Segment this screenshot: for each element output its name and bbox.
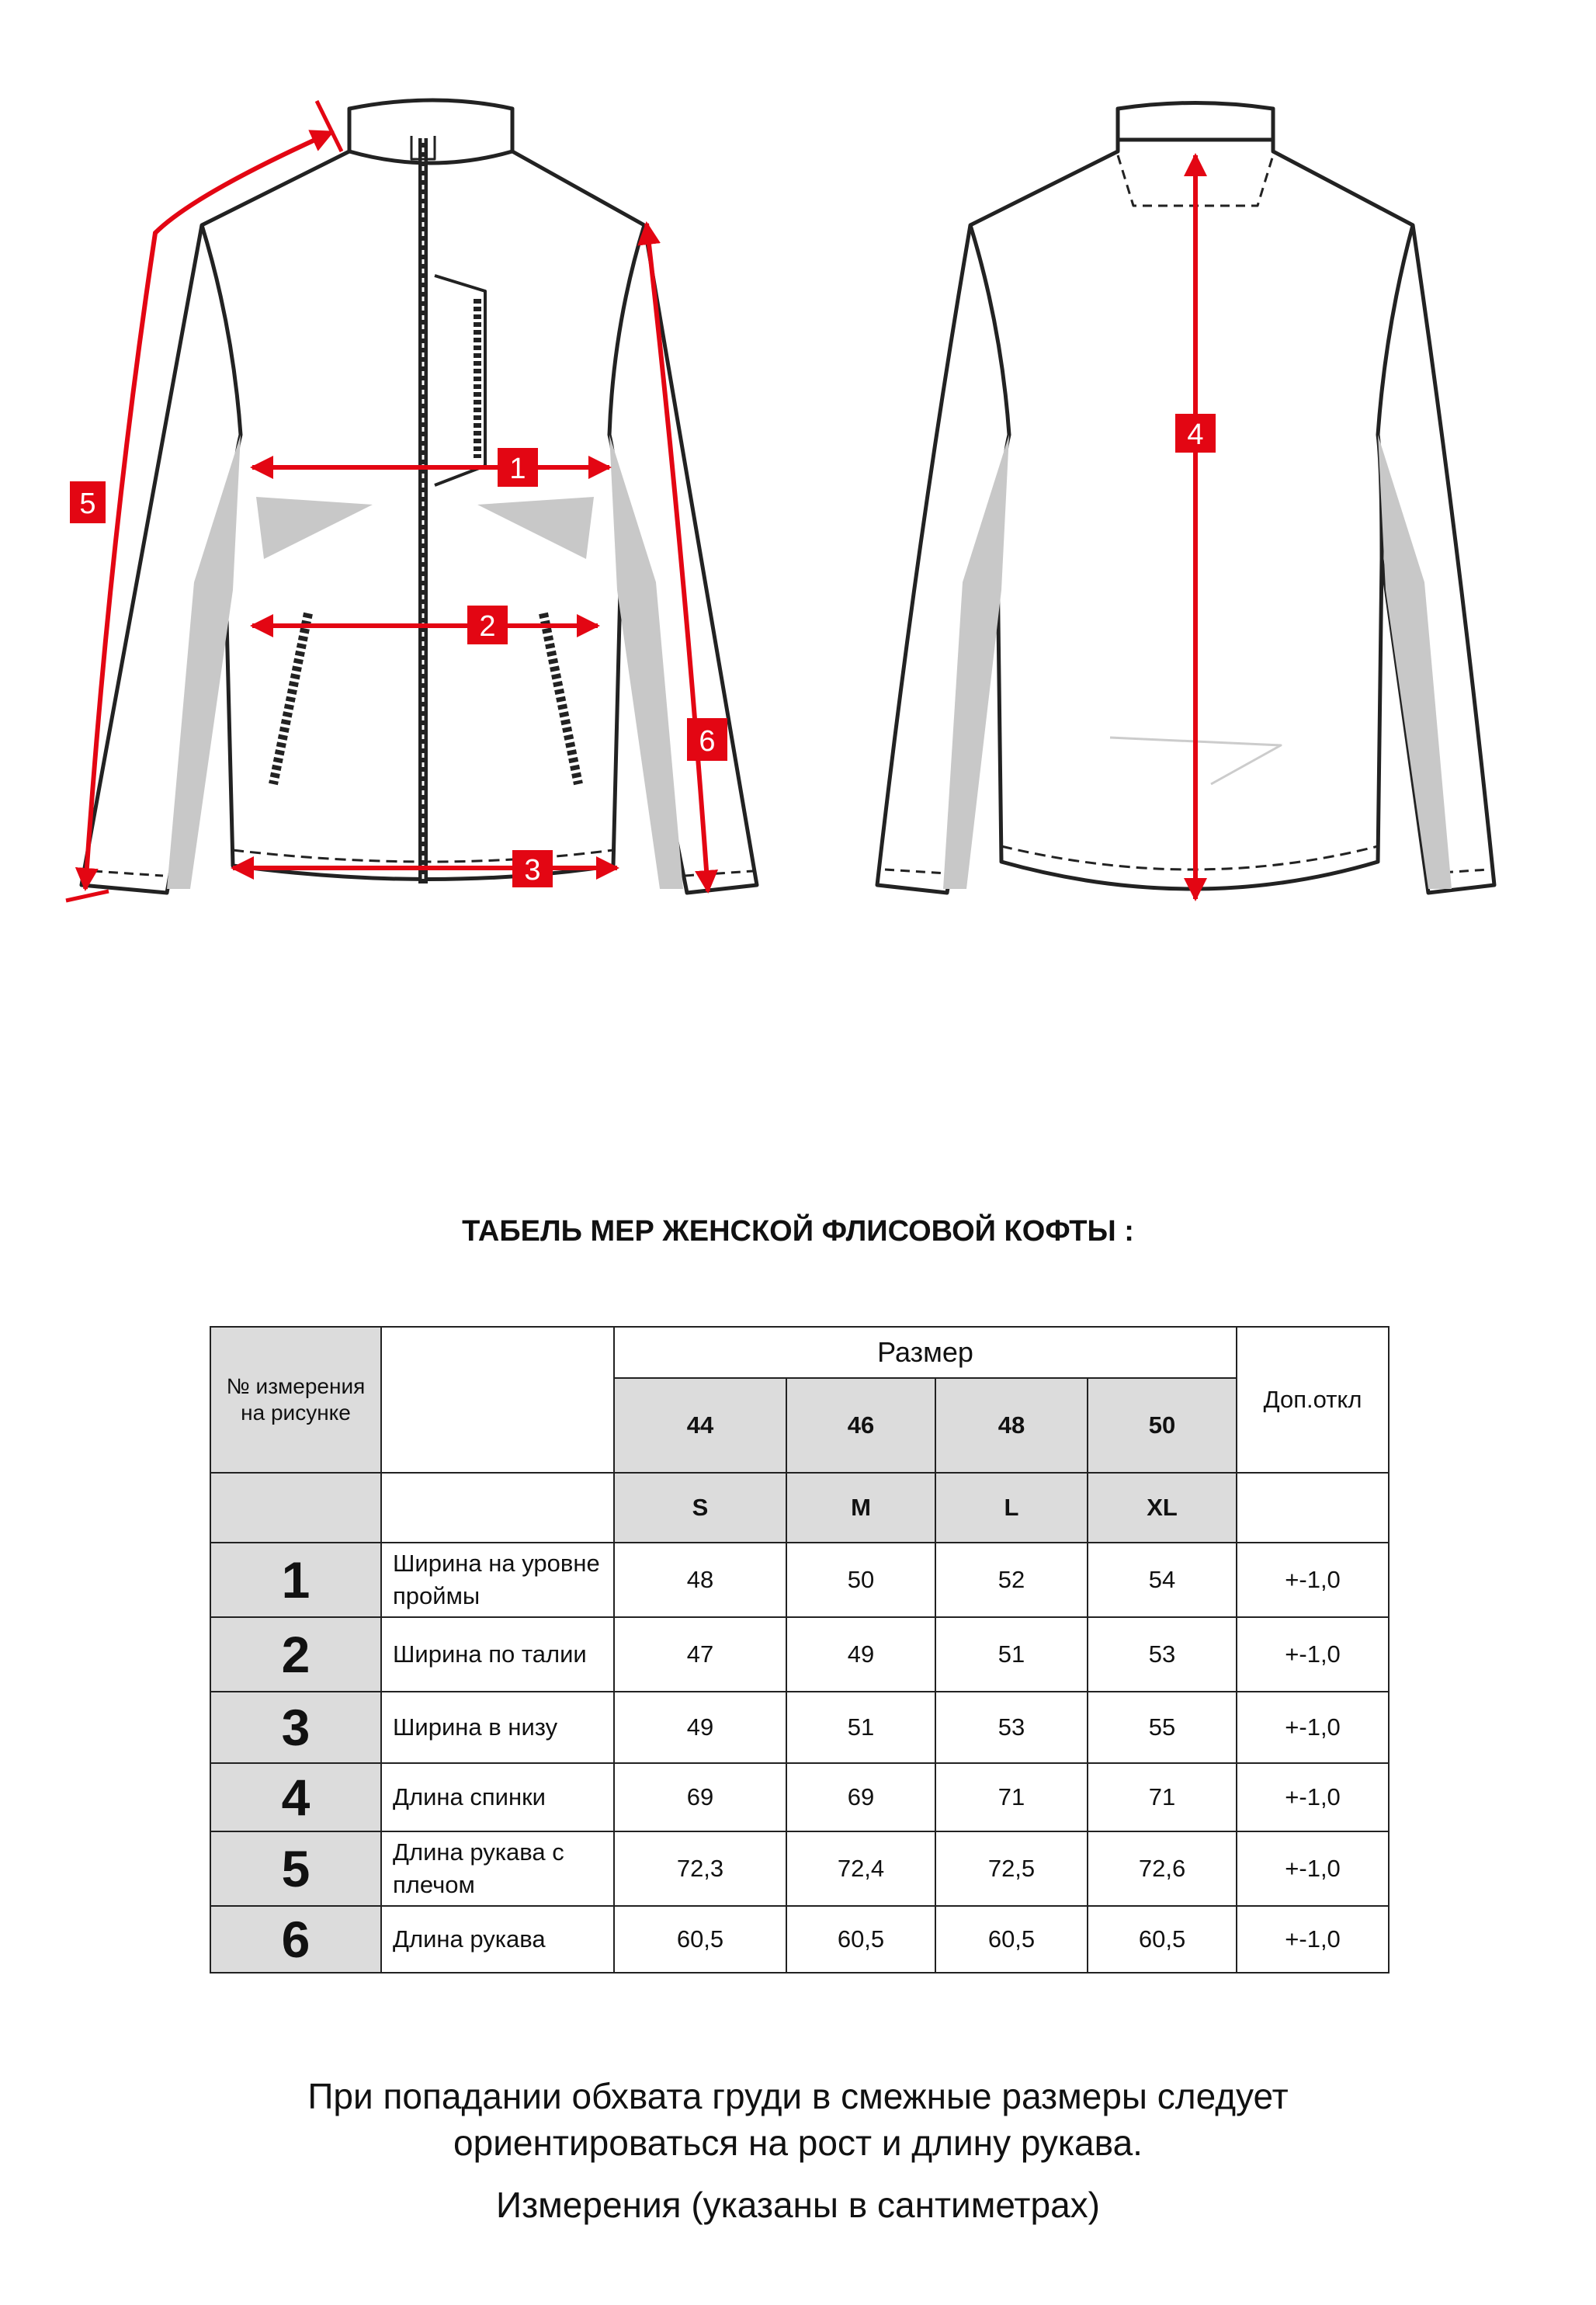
empty-cell [210, 1473, 381, 1543]
size-letter: S [614, 1473, 786, 1543]
svg-text:3: 3 [524, 854, 541, 887]
value-cell: 72,6 [1088, 1831, 1237, 1906]
value-cell: 49 [614, 1692, 786, 1763]
measure-label: Ширина на уровне проймы [381, 1543, 614, 1617]
svg-text:1: 1 [509, 453, 526, 485]
sizing-note-line1: При попадании обхвата груди в смежные размеры следует [307, 2076, 1289, 2116]
tolerance-cell: +-1,0 [1237, 1906, 1389, 1973]
value-cell: 72,5 [935, 1831, 1088, 1906]
sizing-note [0, 2073, 1596, 2166]
size-number: 44 [614, 1378, 786, 1473]
label-2 [467, 606, 508, 644]
measure-number: 6 [210, 1906, 381, 1973]
svg-text:5: 5 [79, 488, 96, 520]
value-cell: 72,4 [786, 1831, 935, 1906]
header-row [210, 1327, 1389, 1378]
value-cell: 69 [614, 1763, 786, 1831]
tolerance-header: Доп.откл [1237, 1327, 1389, 1473]
value-cell: 71 [1088, 1763, 1237, 1831]
svg-text:4: 4 [1187, 418, 1204, 451]
sizing-note-line2: ориентироваться на рост и длину рукава. [453, 2123, 1143, 2163]
value-cell: 60,5 [935, 1906, 1088, 1973]
table-row [210, 1692, 1389, 1763]
table-row [210, 1906, 1389, 1973]
value-cell: 51 [935, 1617, 1088, 1692]
table-row [210, 1831, 1389, 1906]
value-cell: 72,3 [614, 1831, 786, 1906]
table-row [210, 1617, 1389, 1692]
units-note: Измерения (указаны в сантиметрах) [496, 2185, 1100, 2225]
value-cell: 69 [786, 1763, 935, 1831]
measure-number-header: № измерения на рисунке [210, 1327, 381, 1473]
table-row [210, 1763, 1389, 1831]
size-number: 48 [935, 1378, 1088, 1473]
value-cell: 49 [786, 1617, 935, 1692]
page-title: ТАБЕЛЬ МЕР ЖЕНСКОЙ ФЛИСОВОЙ КОФТЫ : [462, 1215, 1134, 1248]
measure-label: Длина спинки [381, 1763, 614, 1831]
measure-number: 3 [210, 1692, 381, 1763]
empty-header-cell [381, 1327, 614, 1473]
value-cell: 71 [935, 1763, 1088, 1831]
value-cell: 48 [614, 1543, 786, 1617]
size-letters-row [210, 1473, 1389, 1543]
measure-label: Ширина в низу [381, 1692, 614, 1763]
value-cell: 53 [1088, 1617, 1237, 1692]
size-number: 46 [786, 1378, 935, 1473]
measure-label: Длина рукава [381, 1906, 614, 1973]
size-number: 50 [1088, 1378, 1237, 1473]
label-6 [687, 718, 727, 761]
empty-cell [1237, 1473, 1389, 1543]
label-1 [498, 448, 538, 487]
measure-label: Ширина по талии [381, 1617, 614, 1692]
table-row [210, 1543, 1389, 1617]
label-3 [512, 850, 553, 887]
tolerance-cell: +-1,0 [1237, 1692, 1389, 1763]
size-table [210, 1326, 1390, 1973]
size-header: Размер [614, 1327, 1237, 1378]
tolerance-cell: +-1,0 [1237, 1617, 1389, 1692]
measure-number: 4 [210, 1763, 381, 1831]
measure-number: 5 [210, 1831, 381, 1906]
size-letter: L [935, 1473, 1088, 1543]
tolerance-cell: +-1,0 [1237, 1831, 1389, 1906]
value-cell: 60,5 [1088, 1906, 1237, 1973]
size-letter: M [786, 1473, 935, 1543]
measure-number: 2 [210, 1617, 381, 1692]
size-letter: XL [1088, 1473, 1237, 1543]
empty-cell [381, 1473, 614, 1543]
value-cell: 51 [786, 1692, 935, 1763]
svg-text:6: 6 [699, 725, 716, 758]
jacket-technical-drawing [0, 0, 1596, 1009]
value-cell: 60,5 [786, 1906, 935, 1973]
measure-label: Длина рукава с плечом [381, 1831, 614, 1906]
value-cell: 53 [935, 1692, 1088, 1763]
svg-text:2: 2 [479, 610, 496, 643]
label-4 [1175, 414, 1216, 453]
label-5 [70, 481, 106, 523]
value-cell: 47 [614, 1617, 786, 1692]
measure-number: 1 [210, 1543, 381, 1617]
value-cell: 55 [1088, 1692, 1237, 1763]
tolerance-cell: +-1,0 [1237, 1543, 1389, 1617]
value-cell: 50 [786, 1543, 935, 1617]
value-cell: 60,5 [614, 1906, 786, 1973]
tolerance-cell: +-1,0 [1237, 1763, 1389, 1831]
value-cell: 54 [1088, 1543, 1237, 1617]
value-cell: 52 [935, 1543, 1088, 1617]
